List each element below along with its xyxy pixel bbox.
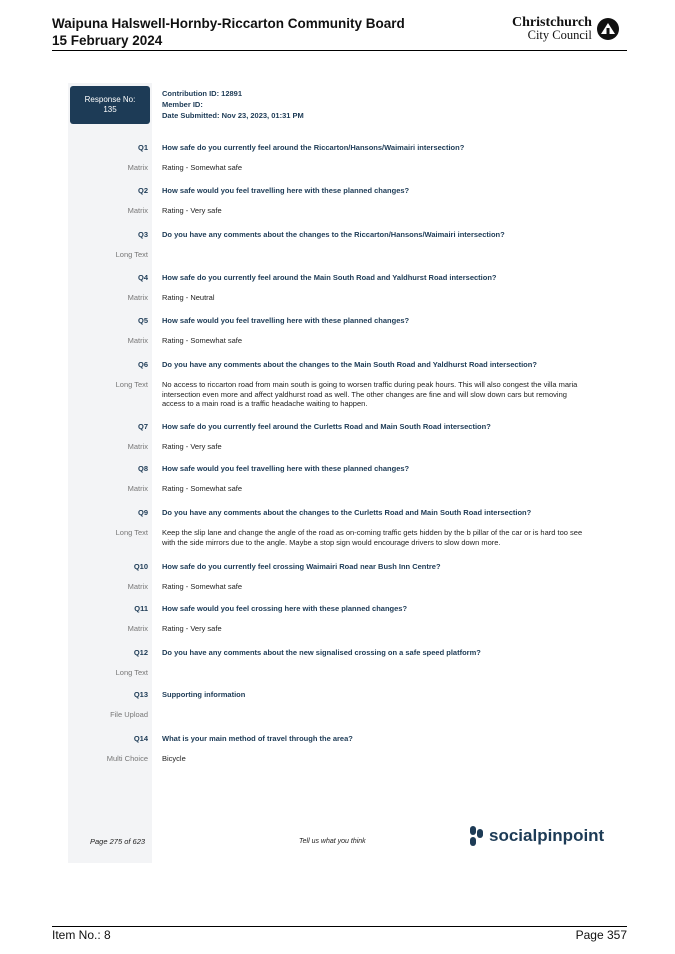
answer-text: Rating - Somewhat safe	[162, 336, 243, 345]
answer-text: Rating - Somewhat safe	[162, 484, 243, 493]
date-submitted: Nov 23, 2023, 01:31 PM	[221, 111, 304, 120]
response-badge	[70, 86, 150, 124]
question-text: Do you have any comments about the changes to the Curletts Road and Main South Road intersection?	[162, 508, 532, 517]
question-text: How safe would you feel travelling here with these planned changes?	[162, 316, 410, 325]
page-number: Page 357	[575, 928, 627, 942]
question-type: Long Text	[115, 250, 148, 259]
question-type: Long Text	[115, 528, 148, 537]
tagline: Tell us what you think	[299, 838, 366, 845]
question-text: Do you have any comments about the new signalised crossing on a safe speed platform?	[162, 648, 481, 657]
question-number: Q7	[137, 422, 148, 431]
item-number: Item No.: 8	[52, 928, 111, 942]
question-number: Q4	[137, 273, 148, 282]
question-type: Long Text	[115, 668, 148, 677]
answer-text: Bicycle	[162, 754, 186, 763]
question-number: Q11	[134, 604, 148, 613]
answer-text: Rating - Very safe	[162, 442, 222, 451]
footer-rule	[52, 926, 627, 927]
response-number: 135	[103, 105, 117, 114]
question-type: Matrix	[127, 442, 148, 451]
answer-text: Rating - Somewhat safe	[162, 163, 243, 172]
logo-line2: City Council	[527, 28, 592, 42]
question-text: How safe would you feel travelling here with these planned changes?	[162, 186, 410, 195]
document-header	[52, 15, 405, 49]
question-text: Do you have any comments about the changes to the Main South Road and Yaldhurst Road intersection?	[162, 360, 537, 369]
council-logo	[512, 16, 620, 42]
contribution-label: Contribution ID:	[162, 89, 220, 98]
question-type: Long Text	[115, 380, 148, 389]
question-text: How safe would you feel crossing here with these planned changes?	[162, 604, 408, 613]
question-type: Matrix	[127, 206, 148, 215]
answer-text: Rating - Somewhat safe	[162, 582, 243, 591]
page-counter: Page 275 of 623	[90, 837, 146, 846]
question-number: Q14	[133, 734, 148, 743]
date-label: Date Submitted:	[162, 111, 220, 120]
left-column	[68, 83, 152, 863]
question-number: Q1	[137, 143, 148, 152]
socialpinpoint-logo	[470, 826, 604, 846]
logo-line1: Christchurch	[512, 15, 592, 30]
question-number: Q2	[137, 186, 148, 195]
question-text: How safe do you currently feel around the Curletts Road and Main South Road intersection?	[162, 422, 491, 431]
question-text: How safe do you currently feel around the Main South Road and Yaldhurst Road intersection?	[162, 273, 497, 282]
response-label: Response No:	[84, 95, 136, 104]
question-number: Q6	[137, 360, 148, 369]
header-rule	[52, 50, 627, 51]
question-type: Matrix	[127, 624, 148, 633]
member-label: Member ID:	[162, 100, 203, 109]
meeting-date: 15 February 2024	[52, 33, 163, 48]
question-number: Q9	[137, 508, 148, 517]
question-number: Q10	[133, 562, 148, 571]
question-number: Q5	[137, 316, 148, 325]
pinpoint-icon	[470, 826, 484, 846]
question-type: Multi Choice	[106, 754, 148, 763]
question-type: Matrix	[127, 293, 148, 302]
question-number: Q3	[137, 230, 148, 239]
question-text: How safe do you currently feel crossing Waimairi Road near Bush Inn Centre?	[162, 562, 441, 571]
question-text: How safe would you feel travelling here with these planned changes?	[162, 464, 410, 473]
question-text: Supporting information	[162, 690, 246, 699]
question-type: Matrix	[127, 163, 148, 172]
question-type: File Upload	[110, 710, 148, 719]
question-number: Q12	[133, 648, 148, 657]
question-type: Matrix	[127, 336, 148, 345]
brand-name: socialpinpoint	[489, 826, 605, 845]
question-number: Q13	[133, 690, 148, 699]
submission-meta	[162, 88, 304, 121]
cathedral-icon	[596, 17, 620, 41]
contribution-id: 12891	[221, 89, 243, 98]
answer-text: Rating - Very safe	[162, 206, 222, 215]
question-number: Q8	[137, 464, 148, 473]
answer-text: Keep the slip lane and change the angle of the road as on-coming traffic gets hidden by the b pillar of the car or is hard too see with the side mirrors due to the angle. Maybe a stop sign would encourage drivers to slow down more.	[162, 528, 583, 547]
answer-text: No access to riccarton road from main south is going to worsen traffic during peak hours. This will also congest the villa maria intersection even more and affect yaldhurst road as well. The other changes are fine and will slow down cars but removing access to a main road is a traffic headache waiting to happen.	[162, 380, 578, 408]
answer-text: Rating - Neutral	[162, 293, 215, 302]
board-name: Waipuna Halswell-Hornby-Riccarton Community Board	[52, 16, 405, 31]
question-text: How safe do you currently feel around the Riccarton/Hansons/Waimairi intersection?	[162, 143, 465, 152]
answer-text: Rating - Very safe	[162, 624, 222, 633]
question-type: Matrix	[127, 582, 148, 591]
question-type: Matrix	[127, 484, 148, 493]
question-text: What is your main method of travel through the area?	[162, 734, 353, 743]
question-text: Do you have any comments about the changes to the Riccarton/Hansons/Waimairi intersection?	[162, 230, 505, 239]
